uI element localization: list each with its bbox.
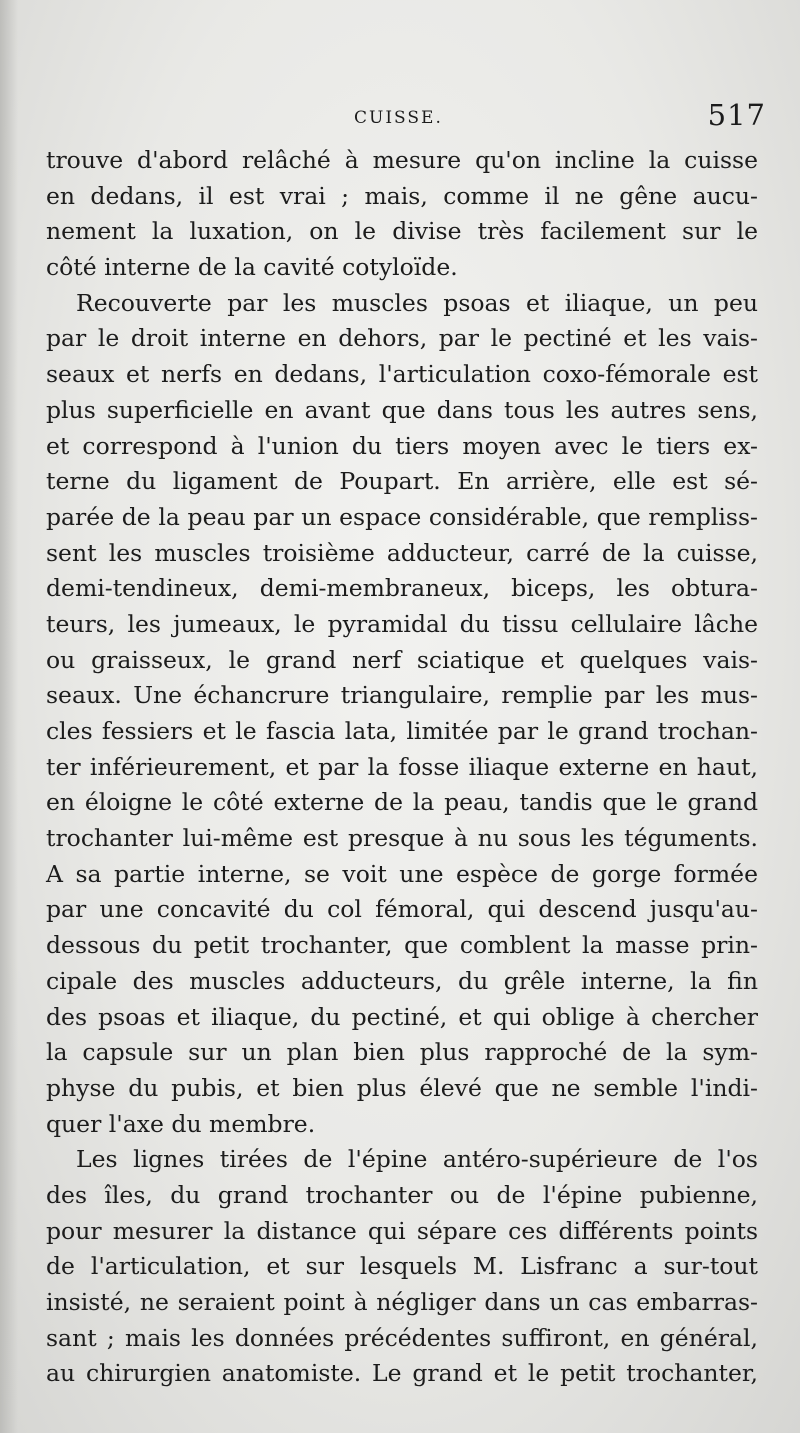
text-line: ter inférieurement, et par la fosse iliaque externe en haut,	[46, 752, 758, 781]
running-head-title: CUISSE.	[354, 108, 443, 128]
text-line: plus superficielle en avant que dans tous les autres sens,	[46, 395, 758, 424]
text-line: par une concavité du col fémoral, qui descend jusqu'au-	[46, 895, 758, 924]
text-line: de l'articulation, et sur lesquels M. Lisfranc a sur-tout	[46, 1252, 758, 1281]
text-line: sent les muscles troisième adducteur, carré de la cuisse,	[46, 538, 758, 567]
text-line: seaux et nerfs en dedans, l'articulation coxo-fémorale est	[46, 360, 758, 389]
running-head	[46, 96, 770, 140]
text-line: nement la luxation, on le divise très facilement sur le	[46, 217, 758, 246]
text-line: au chirurgien anatomiste. Le grand et le petit trochanter,	[46, 1359, 758, 1388]
body-text	[46, 143, 758, 1392]
text-line: Recouverte par les muscles psoas et iliaque, un peu	[76, 288, 758, 317]
text-line: la capsule sur un plan bien plus rapproché de la sym-	[46, 1038, 758, 1067]
text-line: en éloigne le côté externe de la peau, tandis que le grand	[46, 788, 758, 817]
text-line: et correspond à l'union du tiers moyen avec le tiers ex-	[46, 431, 758, 460]
text-line: A sa partie interne, se voit une espèce de gorge formée	[46, 859, 758, 888]
text-line: quer l'axe du membre.	[46, 1109, 316, 1138]
text-line: seaux. Une échancrure triangulaire, remplie par les mus-	[46, 681, 758, 710]
text-line: côté interne de la cavité cotyloïde.	[46, 253, 458, 282]
text-line: parée de la peau par un espace considérable, que rempliss-	[46, 502, 758, 531]
text-line: sant ; mais les données précédentes suffiront, en général,	[46, 1323, 758, 1352]
text-line: ou graisseux, le grand nerf sciatique et quelques vais-	[46, 645, 758, 674]
text-line: des îles, du grand trochanter ou de l'épine pubienne,	[46, 1180, 758, 1209]
page-number: 517	[707, 98, 766, 132]
text-line: teurs, les jumeaux, le pyramidal du tissu cellulaire lâche	[46, 609, 758, 638]
text-line: Les lignes tirées de l'épine antéro-supérieure de l'os	[76, 1145, 758, 1174]
text-line: cipale des muscles adducteurs, du grêle interne, la fin	[46, 966, 758, 995]
text-line: en dedans, il est vrai ; mais, comme il ne gêne aucu-	[46, 181, 758, 210]
text-line: dessous du petit trochanter, que comblent la masse prin-	[46, 931, 758, 960]
text-line: cles fessiers et le fascia lata, limitée par le grand trochan-	[46, 717, 758, 745]
text-line: physe du pubis, et bien plus élevé que ne semble l'indi-	[46, 1073, 758, 1102]
text-line: insisté, ne seraient point à négliger dans un cas embarras-	[46, 1288, 758, 1316]
text-line: demi-tendineux, demi-membraneux, biceps, les obtura-	[46, 574, 758, 603]
text-line: par le droit interne en dehors, par le pectiné et les vais-	[46, 324, 758, 353]
text-line: terne du ligament de Poupart. En arrière, elle est sé-	[46, 467, 758, 496]
text-line: des psoas et iliaque, du pectiné, et qui oblige à chercher	[46, 1002, 758, 1031]
page-gutter-shadow	[0, 0, 18, 1433]
text-line: pour mesurer la distance qui sépare ces différents points	[46, 1216, 758, 1245]
text-line: trochanter lui-même est presque à nu sous les téguments.	[46, 824, 758, 853]
text-line: trouve d'abord relâché à mesure qu'on incline la cuisse	[46, 146, 758, 174]
